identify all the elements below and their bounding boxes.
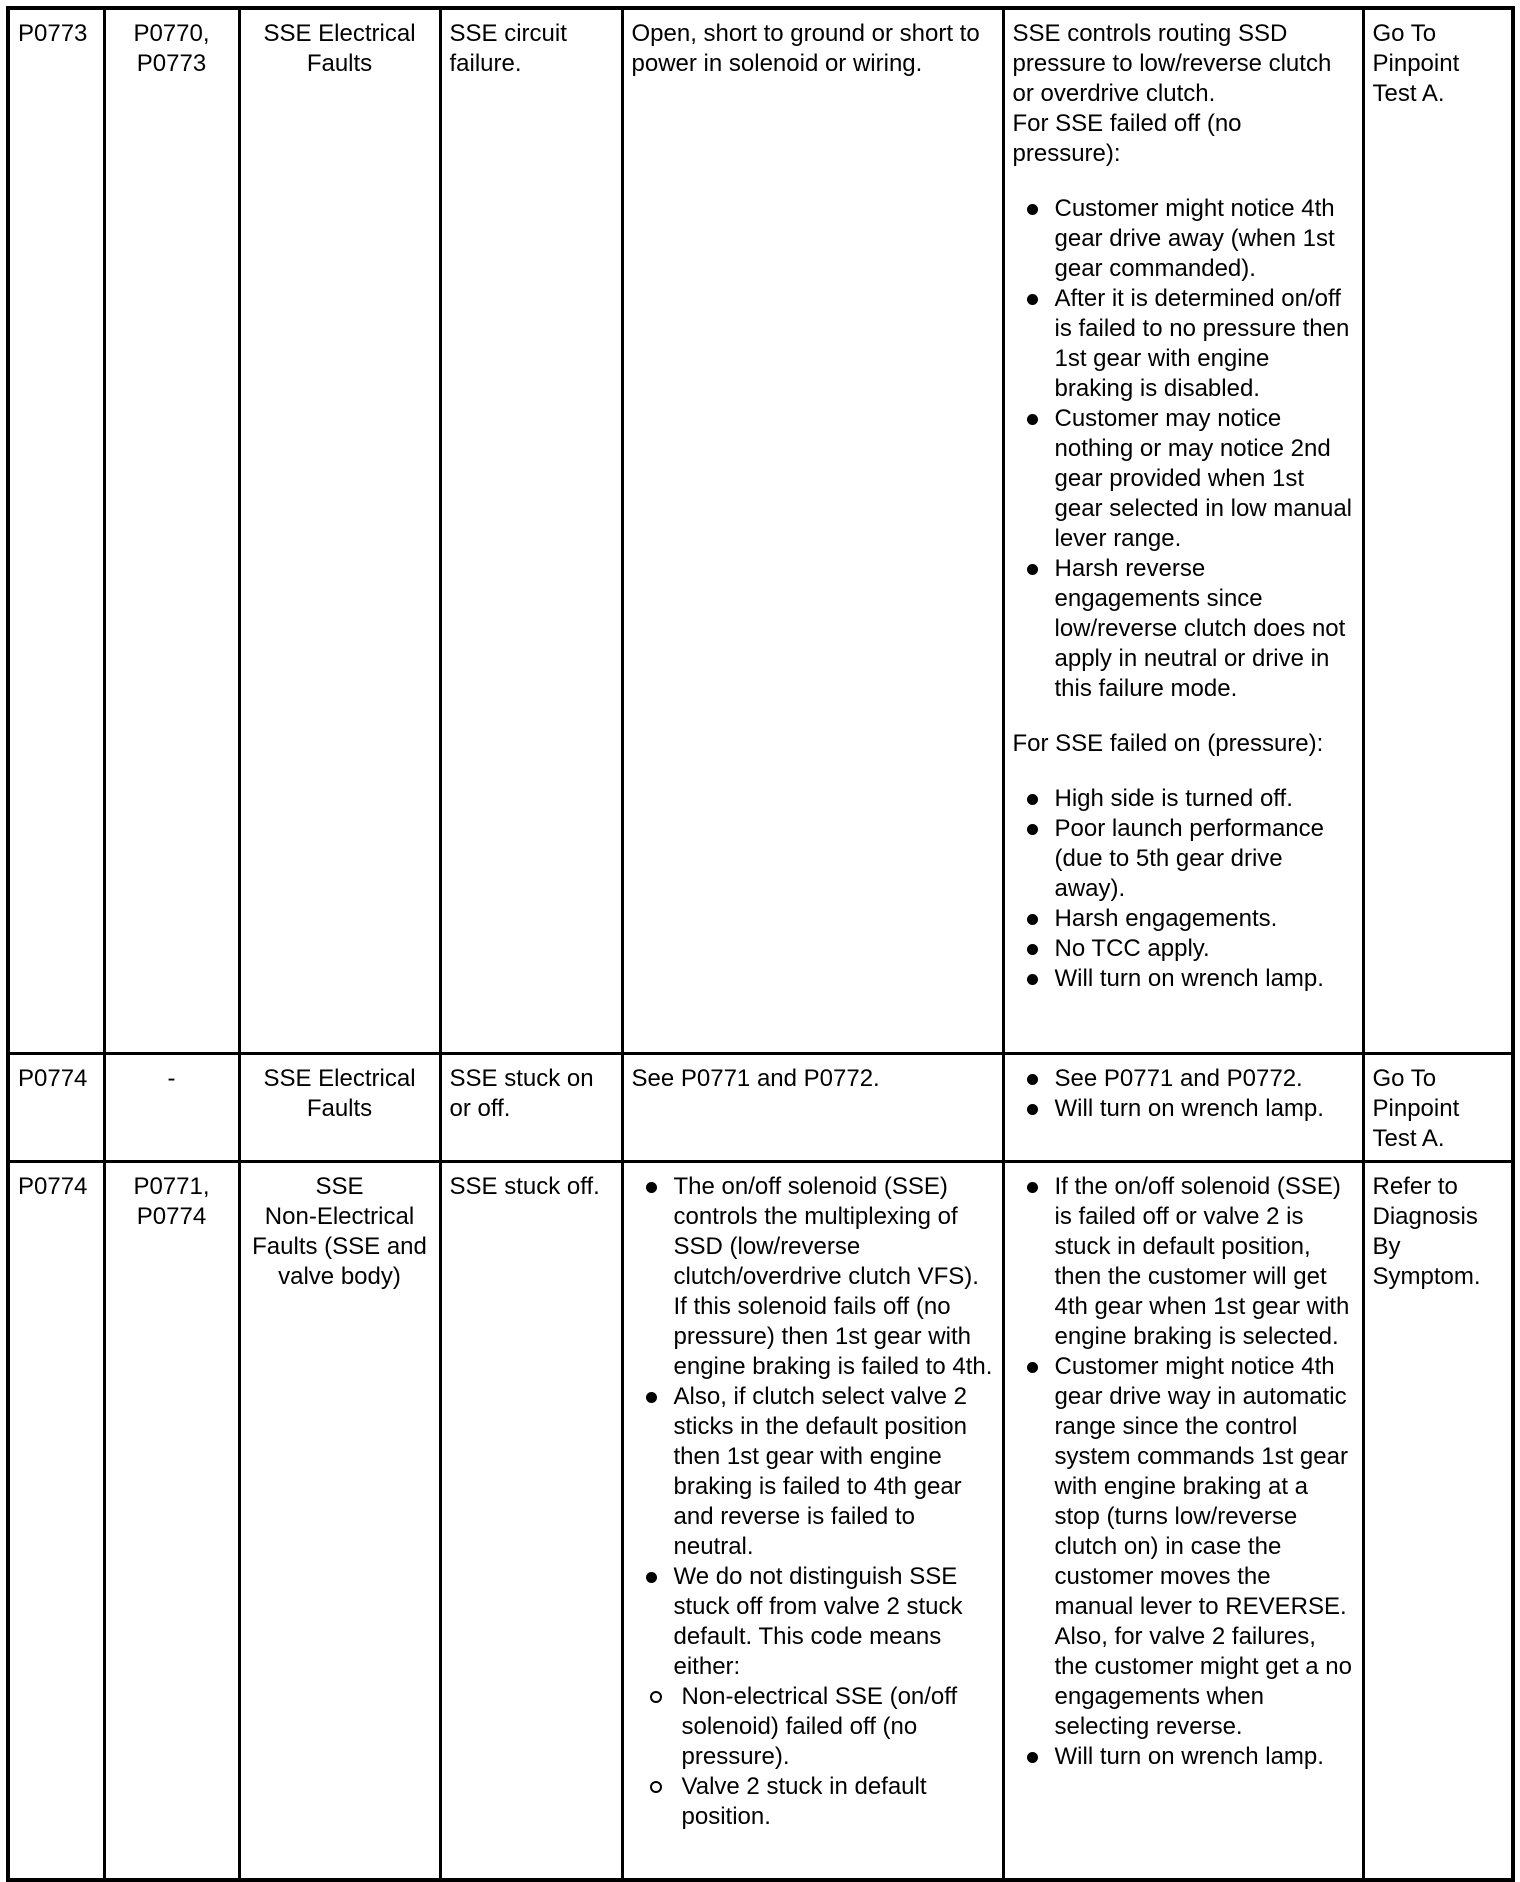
condition-subitem: Valve 2 stuck in default position.: [632, 1772, 994, 1832]
condition-list: [632, 1172, 994, 1832]
condition-item: Also, if clutch select valve 2 sticks in the default position then 1st gear with engine braking is failed to 4th gear and reverse is failed to neutral.: [632, 1382, 994, 1562]
action-text: Refer to Diagnosis By Symptom.: [1363, 1161, 1513, 1880]
fault-category: SSE Electrical Faults: [239, 1053, 440, 1161]
fault-description: SSE circuit failure.: [440, 8, 622, 1053]
condition-sublist: [632, 1682, 994, 1832]
symptom-item: Customer might notice 4th gear drive away (when 1st gear commanded).: [1013, 194, 1354, 284]
diagnostic-table-page: [6, 6, 1511, 1882]
related-code: P0770,: [133, 20, 210, 47]
symptom-item: High side is turned off.: [1013, 784, 1354, 814]
symptom-item: Harsh engagements.: [1013, 904, 1354, 934]
symptom-list: [1013, 1064, 1354, 1124]
symptom-item: Customer may notice nothing or may notice 2nd gear provided when 1st gear selected in low manual lever range.: [1013, 404, 1354, 554]
symptom-list: [1013, 1172, 1354, 1772]
table-row: [8, 1053, 1513, 1161]
category-line: SSE: [315, 1172, 364, 1200]
related-code: P0774: [136, 1202, 207, 1230]
symptoms-cell: [1003, 1161, 1363, 1880]
related-codes: -: [104, 1053, 239, 1161]
symptoms-cell: [1003, 1053, 1363, 1161]
symptom-list: [1013, 784, 1354, 994]
dtc-code: P0774: [8, 1161, 104, 1880]
dtc-table: [6, 6, 1515, 1882]
fault-description: SSE stuck off.: [440, 1161, 622, 1880]
fault-category: SSE Electrical Faults: [239, 8, 440, 1053]
symptom-item: Customer might notice 4th gear drive way in automatic range since the control system commands 1st gear with engine braking at a stop (turns low/reverse clutch on) in case the customer moves the manual lever to REVERSE. Also, for valve 2 failures, the customer might get a no engagements when selecting reverse.: [1013, 1352, 1354, 1742]
related-code: P0773: [136, 50, 207, 77]
symptom-item: After it is determined on/off is failed to no pressure then 1st gear with engine braking is disabled.: [1013, 284, 1354, 404]
related-code: P0771,: [133, 1172, 210, 1200]
fault-condition: [622, 1161, 1003, 1880]
symptoms-cell: [1003, 8, 1363, 1053]
related-codes: [104, 1161, 239, 1880]
symptom-heading: For SSE failed on (pressure):: [1012, 730, 1324, 757]
symptom-item: Harsh reverse engagements since low/reverse clutch does not apply in neutral or drive in this failure mode.: [1013, 554, 1354, 704]
symptom-item: Poor launch performance (due to 5th gear drive away).: [1013, 814, 1354, 904]
symptom-list: [1013, 194, 1354, 704]
condition-item-text: We do not distinguish SSE stuck off from valve 2 stuck default. This code means either:: [673, 1562, 963, 1680]
fault-condition: Open, short to ground or short to power in solenoid or wiring.: [622, 8, 1003, 1053]
category-line: Non-Electrical Faults (SSE and valve body): [252, 1202, 427, 1290]
symptom-item: Will turn on wrench lamp.: [1013, 964, 1354, 994]
symptom-intro: SSE controls routing SSD pressure to low/reverse clutch or overdrive clutch.: [1012, 20, 1332, 107]
symptom-item: Will turn on wrench lamp.: [1013, 1094, 1354, 1124]
fault-category: [239, 1161, 440, 1880]
fault-condition: See P0771 and P0772.: [622, 1053, 1003, 1161]
symptom-heading: For SSE failed off (no pressure):: [1012, 110, 1242, 167]
action-text: Go To Pinpoint Test A.: [1363, 8, 1513, 1053]
condition-subitem: Non-electrical SSE (on/off solenoid) failed off (no pressure).: [632, 1682, 994, 1772]
symptom-item: No TCC apply.: [1013, 934, 1354, 964]
condition-item: [632, 1562, 994, 1832]
condition-item: The on/off solenoid (SSE) controls the multiplexing of SSD (low/reverse clutch/overdrive clutch VFS). If this solenoid fails off (no pressure) then 1st gear with engine braking is failed to 4th.: [632, 1172, 994, 1382]
symptom-item: Will turn on wrench lamp.: [1013, 1742, 1354, 1772]
symptom-item: If the on/off solenoid (SSE) is failed off or valve 2 is stuck in default position, then the customer will get 4th gear when 1st gear with engine braking is selected.: [1013, 1172, 1354, 1352]
symptom-item: See P0771 and P0772.: [1013, 1064, 1354, 1094]
dtc-code: P0773: [8, 8, 104, 1053]
dtc-code: P0774: [8, 1053, 104, 1161]
action-text: Go To Pinpoint Test A.: [1363, 1053, 1513, 1161]
table-row: [8, 1161, 1513, 1880]
related-codes: [104, 8, 239, 1053]
table-row: [8, 8, 1513, 1053]
fault-description: SSE stuck on or off.: [440, 1053, 622, 1161]
